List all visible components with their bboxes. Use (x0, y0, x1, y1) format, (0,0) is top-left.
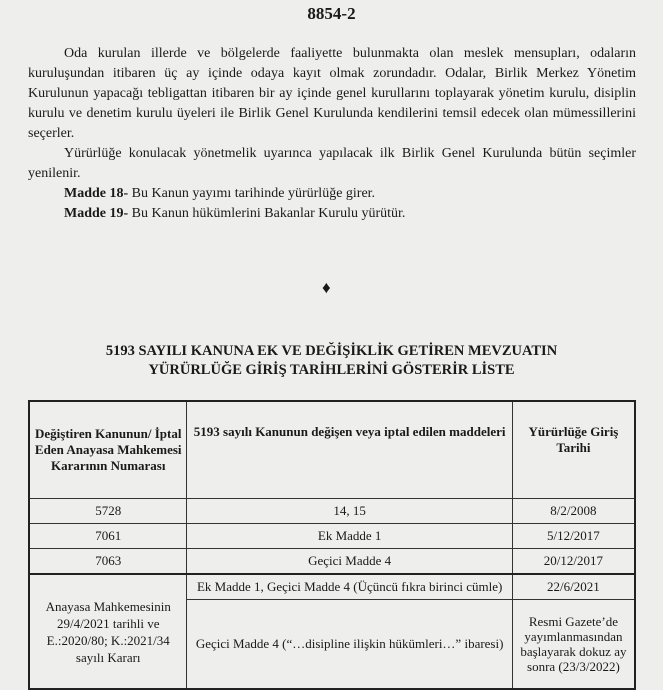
header-changed-articles: 5193 sayılı Kanunun değişen veya iptal edilen maddeleri (187, 401, 512, 499)
row-law-number: 7063 (29, 549, 187, 575)
row-articles: Ek Madde 1, Geçici Madde 4 (Üçüncü fıkra birinci cümle) (187, 574, 512, 600)
article-19 (28, 204, 636, 224)
list-title-line-2: YÜRÜRLÜĞE GİRİŞ TARİHLERİNİ GÖSTERİR LİSTE (148, 362, 515, 378)
row-articles: Ek Madde 1 (187, 524, 512, 549)
table-row (29, 524, 635, 549)
article-19-text: Bu Kanun hükümlerini Bakanlar Kurulu yürütür. (128, 206, 406, 221)
header-effective-date: Yürürlüğe Giriş Tarihi (512, 401, 635, 499)
law-text (28, 44, 636, 224)
row-effective-date: 20/12/2017 (512, 549, 635, 575)
row-effective-date: 22/6/2021 (512, 574, 635, 600)
list-title-line-1: 5193 SAYILI KANUNA EK VE DEĞİŞİKLİK GETİREN MEVZUATIN (105, 343, 558, 359)
article-18-label: Madde 18- (64, 186, 129, 201)
paragraph-elections-renewed: Yürürlüğe konulacak yönetmelik uyarınca yapılacak ilk Birlik Genel Kurulunda bütün seçimler yenilenir. (28, 146, 636, 181)
row-effective-date: Resmi Gazete’de yayımlanmasından başlayarak dokuz ay sonra (23/3/2022) (512, 600, 635, 690)
row-effective-date: 8/2/2008 (512, 499, 635, 524)
row-effective-date: 5/12/2017 (512, 524, 635, 549)
list-title (0, 342, 663, 380)
row-law-number: 5728 (29, 499, 187, 524)
row-articles: Geçici Madde 4 (“…disipline ilişkin hükümleri…” ibaresi) (187, 600, 512, 690)
paragraph-chamber-registration: Oda kurulan illerde ve bölgelerde faaliyette bulunmakta olan meslek mensupları, odaların kuruluşundan itibaren üç ay içinde odaya kayıt olmak zorundadır. Odalar, Birlik Merkez Yönetim Kurulunun yapacağı tebligattan itibaren bir ay içinde genel kurullarını toplayarak yönetim kurulu, disiplin kurulu ve denetim kurulu üyeleri ile Birlik Genel Kurulunda kendilerini temsil edecek olan mümessillerini seçerler. (28, 46, 636, 141)
table-row (29, 499, 635, 524)
table-row (29, 549, 635, 575)
table-header-row (29, 401, 635, 499)
row-articles: Geçici Madde 4 (187, 549, 512, 575)
header-amending-law-number: Değiştiren Kanunun/ İptal Eden Anayasa Mahkemesi Kararının Numarası (29, 401, 187, 499)
amendments-table (28, 400, 636, 690)
article-18 (28, 184, 636, 204)
article-18-text: Bu Kanun yayımı tarihinde yürürlüğe girer. (128, 186, 376, 201)
diamond-separator-icon: ♦ (322, 278, 331, 297)
table-row (29, 574, 635, 600)
row-articles: 14, 15 (187, 499, 512, 524)
row-law-number: 7061 (29, 524, 187, 549)
court-decision-number: Anayasa Mahkemesinin 29/4/2021 tarihli ve E.:2020/80; K.:2021/34 sayılı Kararı (29, 574, 187, 689)
page-number: 8854-2 (307, 4, 356, 23)
article-19-label: Madde 19- (64, 206, 129, 221)
